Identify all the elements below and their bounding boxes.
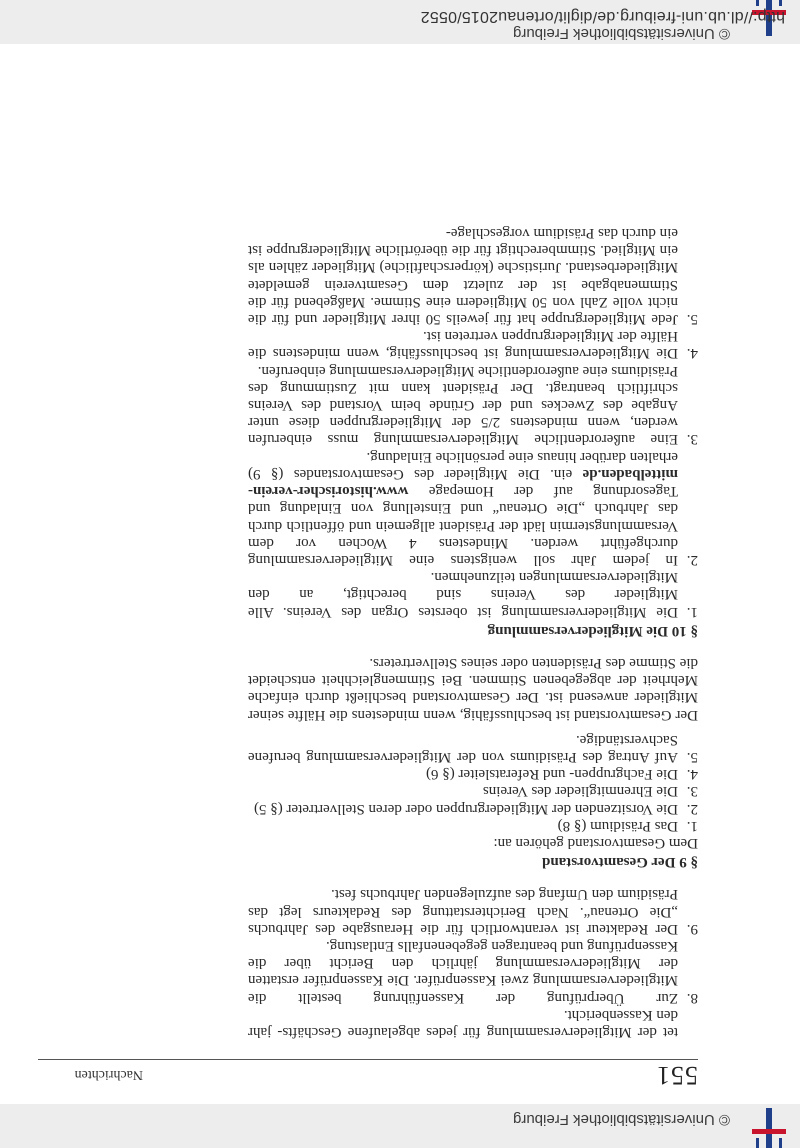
list-item: 1. Die Mitgliederversammlung ist oberstes Organ des Vereins. Alle Mitglieder des Vereins sind berechtigt, an den Mitgliederversammlungen teilzunehmen. [248,569,698,620]
university-logo-icon [752,1108,786,1148]
list-item: 1. Das Präsidium (§ 8) [557,817,698,834]
running-title: Nachrichten [74,1067,143,1082]
header-band [0,0,800,44]
list-item: 5. Auf Antrag des Präsidiums von der Mitgliederversammlung berufene Sachverständige. [248,731,698,765]
paragraph: Dem Gesamtvorstand gehören an: [493,834,698,851]
list-item: 3. Die Ehrenmitglieder des Vereins [482,783,698,800]
list-item: 8. Zur Überprüfung der Kassenführung bestellt die Mitgliederversammlung zwei Kassenprüfer. Die Kassenprüfer erstatten der Mitgliederversammlung jährlich den Bericht über die Kassenprüfung und beantragen gegebenenfalls Entlastung. [248,937,698,1006]
website-link[interactable]: www.historischer-verein-mittelbaden.de [248,465,678,500]
source-url[interactable]: http://dl.ub.uni-freiburg.de/diglit/ortenau2015/0552 [420,8,785,25]
footer-band [0,1104,800,1148]
list-item: 4. Die Mitgliederversammlung ist beschlussfähig, wenn mindestens die Hälfte der Mitgliedergruppen vertreten ist. [248,328,698,362]
page-number: 551 [656,1061,698,1090]
list-item: 4. Die Fachgruppen- und Referatsleiter (§ 6) [426,766,698,783]
page-header [38,1059,698,1088]
body-text [248,224,698,1040]
list-item: 5. Jede Mitgliedergruppe hat für jeweils 50 ihrer Mitglieder und für die nicht volle Zahl von 50 Mitgliedern eine Stimme. Maßgebend für die Stimmenabgabe ist der zuletzt dem Gesamtverein gemeldete Mitgliederbestand. Juristische (körperschaftliche) Mitglieder zählen als ein Mitglied. Stimmberechtigt für die überörtliche Mitgliedergruppe ist ein durch das Präsidium vorgeschlage- [248,225,698,328]
list-item: 9. Der Redakteur ist verantwortlich für die Herausgabe des Jahrbuchs „Die Ortenau“. Nach Berichterstattung des Redakteurs legt das Präsidium den Umfang des aufzulegenden Jahrbuchs fest. [248,886,698,937]
paragraph: tet der Mitgliederversammlung für jedes abgelaufene Geschäfts- jahr den Kassenbericht. [248,1006,678,1040]
library-credit: © Universitätsbibliothek Freiburg [513,25,730,42]
list-item: 2. Die Vorsitzenden der Mitgliedergruppen oder deren Stellvertreter (§ 5) [253,800,698,817]
list-item: 3. Eine außerordentliche Mitgliederversammlung muss einberufen werden, wenn mindestens 2/5 der Mitgliedergruppen diese unter Angabe des Zweckes und der Gründe beim Vorstand des Vereins schriftlich beantragt. Der Präsident kann mit Zustimmung des Präsidiums eine außerordentliche Mitgliederversammlung einberufen. [248,362,698,448]
paragraph: Der Gesamtvorstand ist beschlussfähig, wenn mindestens die Hälfte seiner Mitglieder anwesend ist. Der Gesamtvorstand beschließt durch einfache Mehrheit der abgegebenen Stimmen. Bei Stimmengleichheit entscheidet die Stimme des Präsidenten oder seines Stellvertreters. [248,654,698,723]
library-credit: © Universitätsbibliothek Freiburg [513,1111,730,1128]
section-heading: § 10 Die Mitgliederversammlung [487,622,698,639]
list-item: 2. In jedem Jahr soll wenigstens eine Mitgliederversammlung durchgeführt werden. Mindestens 4 Wochen vor dem Versammlungstermin lädt der Präsident allgemein und öffentlich durch das Jahrbuch „Die Ortenau“ und Einstellung von Einladung und Tagesordnung auf der Homepage www.historischer-verein-mittelbaden.de ein. Die Mitglieder des Gesamtvorstandes (§ 9) erhalten darüber hinaus eine persönliche Einladung. [248,448,698,568]
section-heading: § 9 Der Gesamtvorstand [542,854,698,871]
